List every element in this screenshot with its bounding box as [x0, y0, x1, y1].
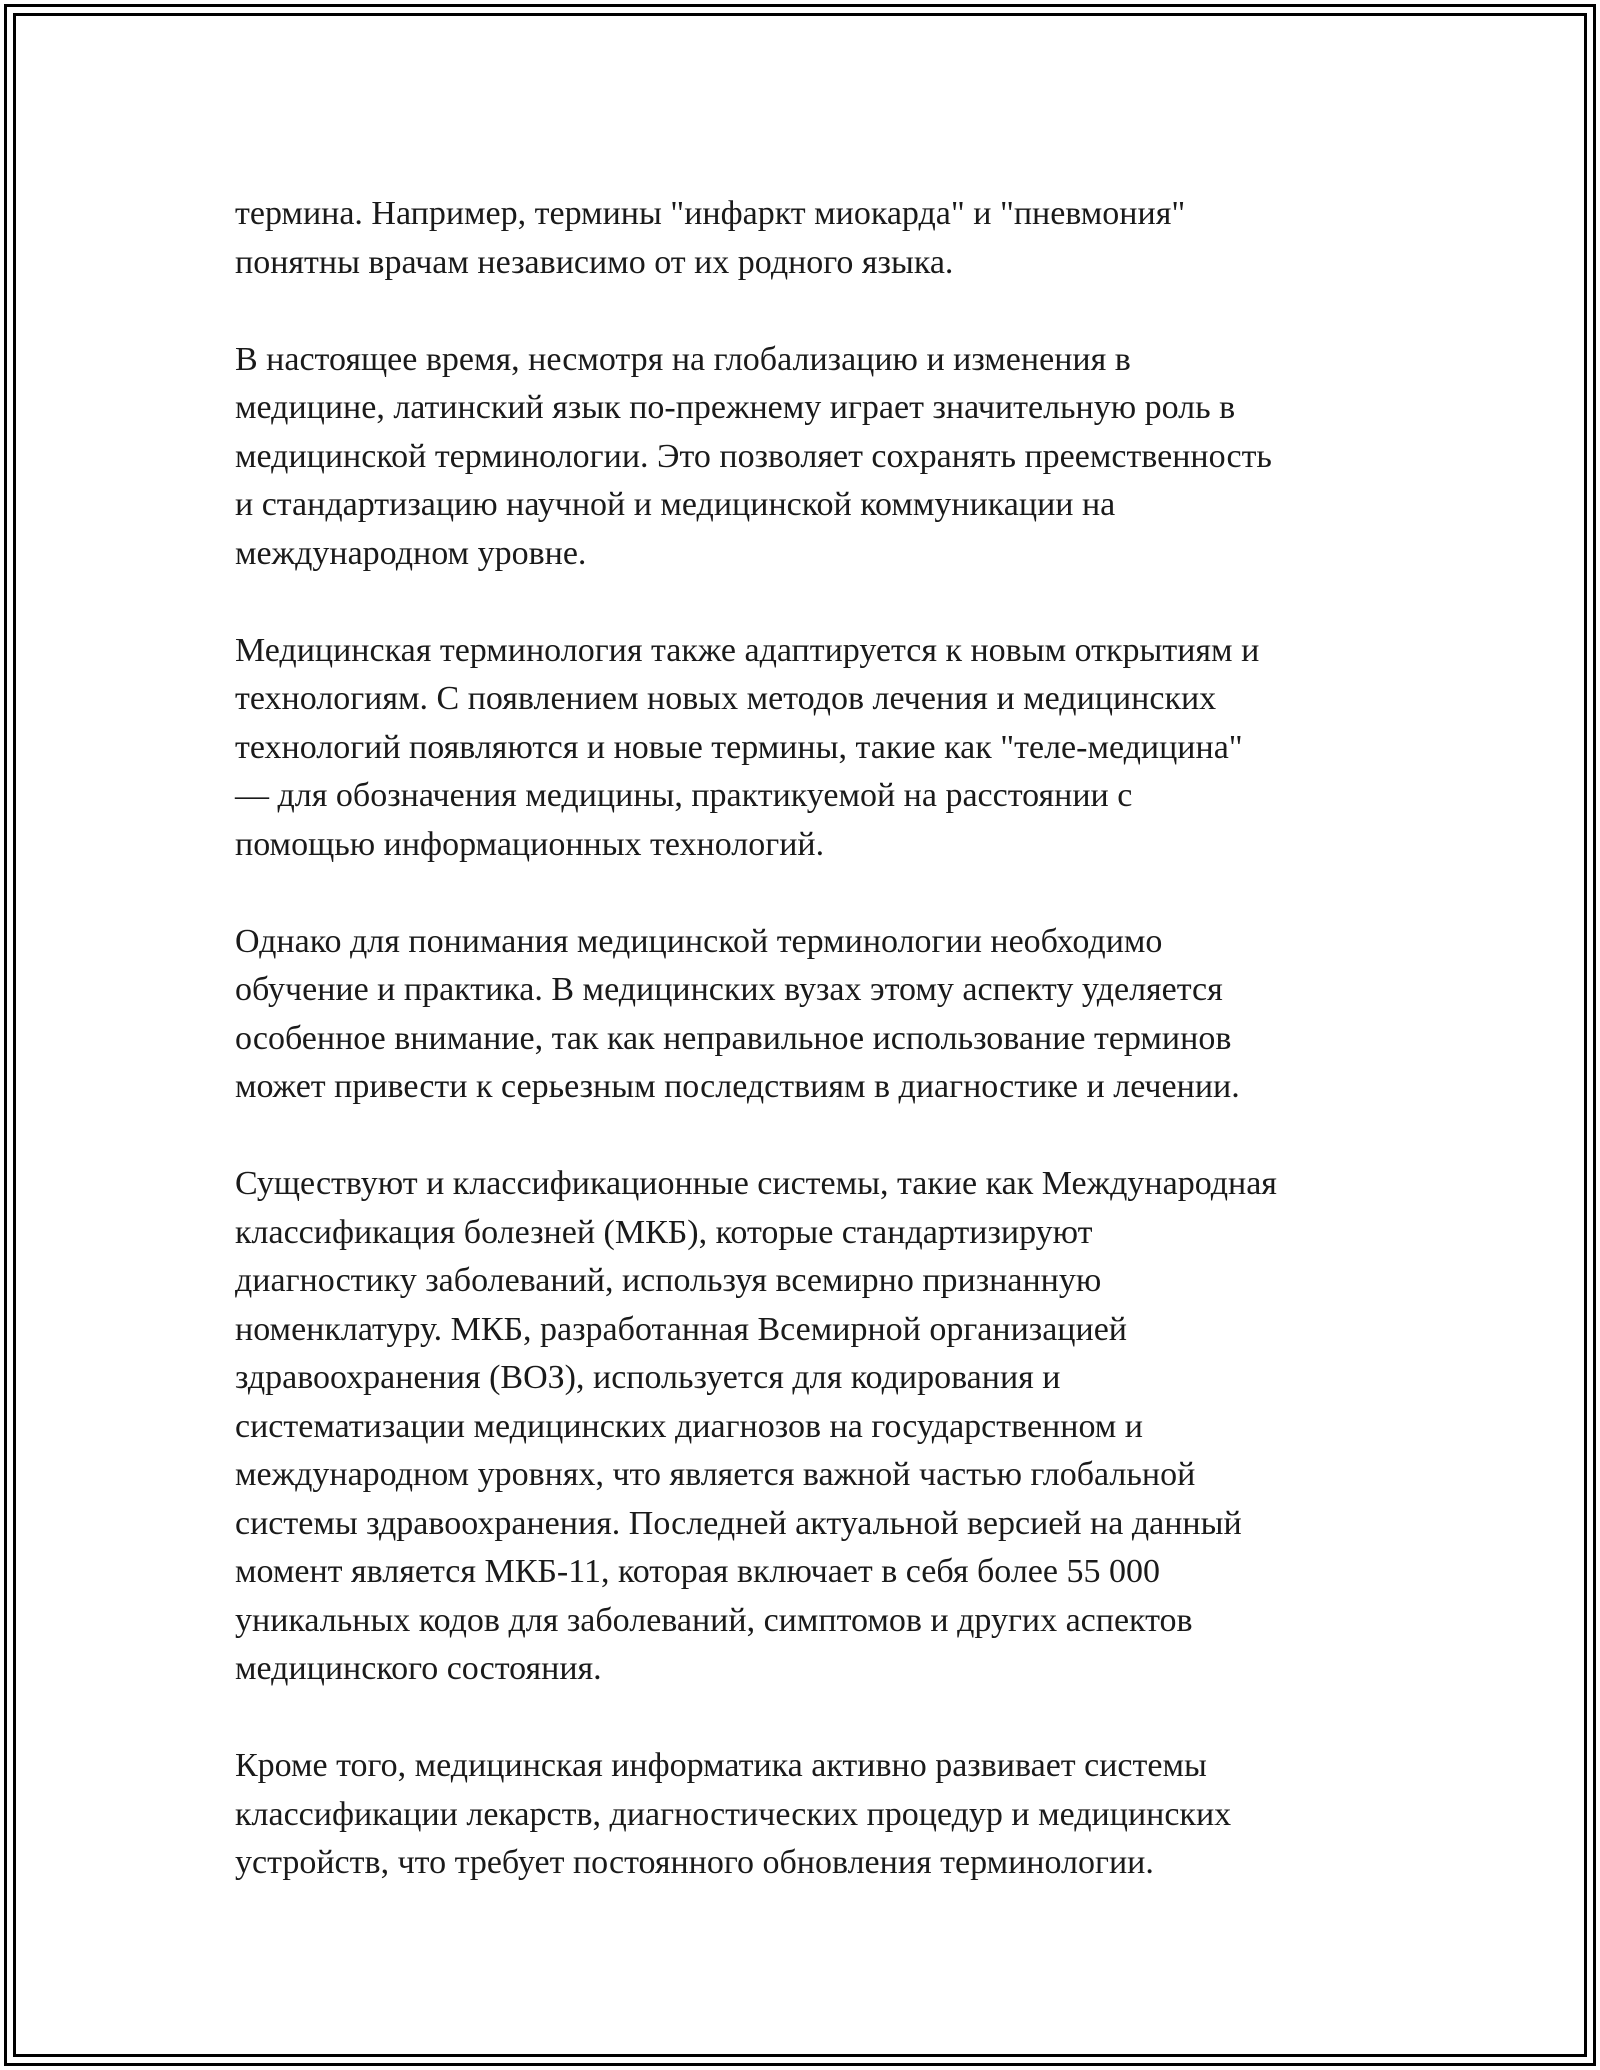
paragraph-2: В настоящее время, несмотря на глобализацию и изменения в медицине, латинский язык по-прежнему играет значительную роль в медицинской терминологии. Это позволяет сохранять преемственность и стандартизацию научной и медицинской коммуникации на международном уровне.	[235, 340, 1272, 572]
paragraph-4: Однако для понимания медицинской терминологии необходимо обучение и практика. В медицинских вузах этому аспекту уделяется особенное внимание, так как неправильное использование терминов может привести к серьезным последствиям в диагностике и лечении.	[235, 922, 1240, 1105]
paragraph-1: термина. Например, термины "инфаркт миокарда" и "пневмония" понятны врачам независимо от их родного языка.	[235, 195, 1186, 281]
paragraph-6: Кроме того, медицинская информатика активно развивает системы классификации лекарств, диагностических процедур и медицинских устройств, что требует постоянного обновления терминологии.	[235, 1747, 1232, 1881]
paragraph-5: Существуют и классификационные системы, такие как Международная классификация болезней (МКБ), которые стандартизируют диагностику заболеваний, используя всемирно признанную номенклатуру. МКБ, разработанная Всемирной организацией здравоохранения (ВОЗ), используется для кодирования и систематизации медицинских диагнозов на государственном и международном уровнях, что является важной частью глобальной системы здравоохранения. Последней актуальной версией на данный момент является МКБ-11, которая включает в себя более 55 000 уникальных кодов для заболеваний, симптомов и других аспектов медицинского состояния.	[235, 1165, 1277, 1687]
paragraph-3: Медицинская терминология также адаптируется к новым открытиям и технологиям. С появлением новых методов лечения и медицинских технологий появляются и новые термины, такие как "теле-медицина" — для обозначения медицины, практикуемой на расстоянии с помощью информационных технологий.	[235, 631, 1260, 863]
document-body	[235, 190, 1415, 1936]
